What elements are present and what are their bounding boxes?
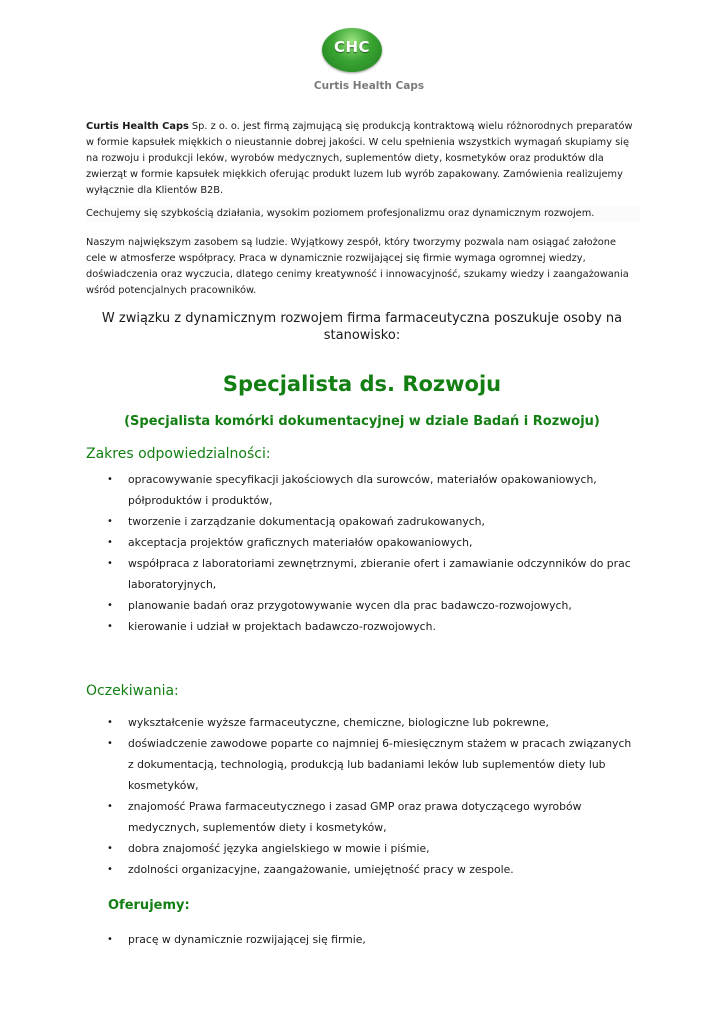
list-item-text: pracę w dynamicznie rozwijającej się firmie, xyxy=(128,933,366,946)
offer-heading: Oferujemy: xyxy=(108,898,190,913)
list-item xyxy=(86,712,638,733)
list-item xyxy=(86,553,638,595)
bullet-icon: • xyxy=(107,717,113,728)
list-item xyxy=(86,929,638,950)
logo-badge xyxy=(322,28,382,72)
bullet-icon: • xyxy=(107,738,113,749)
bullet-icon: • xyxy=(107,801,113,812)
list-item xyxy=(86,532,638,553)
job-subtitle: (Specjalista komórki dokumentacyjnej w dziale Badań i Rozwoju) xyxy=(124,414,600,429)
bullet-icon: • xyxy=(107,516,113,527)
bullet-icon: • xyxy=(107,474,113,485)
expectations-heading: Oczekiwania: xyxy=(86,683,179,699)
values-paragraph: Cechujemy się szybkością działania, wysokim poziomem profesjonalizmu oraz dynamicznym rozwojem. xyxy=(86,206,640,222)
list-item-text: kierowanie i udział w projektach badawczo-rozwojowych. xyxy=(128,620,436,633)
company-name: Curtis Health Caps xyxy=(86,121,189,132)
list-item-text: akceptacja projektów graficznych materiałów opakowaniowych, xyxy=(128,536,473,549)
logo-company-name: Curtis Health Caps xyxy=(313,80,425,92)
logo-mark: CHC xyxy=(333,38,371,56)
list-item-text: tworzenie i zarządzanie dokumentacją opakowań zadrukowanych, xyxy=(128,515,485,528)
responsibilities-list xyxy=(86,469,638,637)
list-item xyxy=(86,511,638,532)
lead-text: W związku z dynamicznym rozwojem firma farmaceutyczna poszukuje osoby na stanowisko: xyxy=(101,311,623,343)
expectations-list xyxy=(86,712,638,880)
list-item xyxy=(86,616,638,637)
bullet-icon: • xyxy=(107,843,113,854)
bullet-icon: • xyxy=(107,621,113,632)
bullet-icon: • xyxy=(107,864,113,875)
list-item-text: współpraca z laboratoriami zewnętrznymi, zbieranie ofert i zamawianie odczynników do prac laboratoryjnych, xyxy=(128,557,631,591)
list-item xyxy=(86,733,638,796)
list-item-text: planowanie badań oraz przygotowywanie wycen dla prac badawczo-rozwojowych, xyxy=(128,599,572,612)
bullet-icon: • xyxy=(107,558,113,569)
people-paragraph: Naszym największym zasobem są ludzie. Wyjątkowy zespół, który tworzymy pozwala nam osiągać założone cele w atmosferze współpracy. Praca w dynamicznie rozwijającej się firmie wymaga ogromnej wiedzy, doświadczenia oraz wyczucia, dlatego cenimy kreatywność i innowacyjność, szukamy wiedzy i zaangażowania wśród potencjalnych pracowników. xyxy=(86,237,629,296)
list-item xyxy=(86,469,638,511)
list-item-text: doświadczenie zawodowe poparte co najmniej 6-miesięcznym stażem w pracach związanych z dokumentacją, technologią, produkcją lub badaniami leków lub suplementów diety lub kosmetyków, xyxy=(128,737,632,792)
list-item xyxy=(86,838,638,859)
intro-paragraph xyxy=(86,119,638,199)
list-item-text: zdolności organizacyjne, zaangażowanie, umiejętność pracy w zespole. xyxy=(128,863,514,876)
job-title: Specjalista ds. Rozwoju xyxy=(222,372,502,396)
responsibilities-heading: Zakres odpowiedzialności: xyxy=(86,446,271,462)
bullet-icon: • xyxy=(107,537,113,548)
bullet-icon: • xyxy=(107,600,113,611)
company-logo xyxy=(292,28,432,96)
intro-text: Sp. z o. o. jest firmą zajmującą się produkcją kontraktową wielu różnorodnych preparatów w formie kapsułek miękkich o nieustannie dobrej jakości. W celu spełnienia wszystkich wymagań skupiamy się na rozwoju i produkcji leków, wyrobów medycznych, suplementów diety, kosmetyków oraz produktów dla zwierząt w formie kapsułek miękkich oferując produkt luzem lub wyrób zapakowany. Zamówienia realizujemy wyłącznie dla Klientów B2B. xyxy=(86,121,633,196)
list-item xyxy=(86,595,638,616)
list-item-text: znajomość Prawa farmaceutycznego i zasad GMP oraz prawa dotyczącego wyrobów medycznych, suplementów diety i kosmetyków, xyxy=(128,800,582,834)
bullet-icon: • xyxy=(107,934,113,945)
offer-list xyxy=(86,929,638,950)
list-item-text: dobra znajomość języka angielskiego w mowie i piśmie, xyxy=(128,842,430,855)
list-item-text: opracowywanie specyfikacji jakościowych dla surowców, materiałów opakowaniowych, półproduktów i produktów, xyxy=(128,473,597,507)
list-item-text: wykształcenie wyższe farmaceutyczne, chemiczne, biologiczne lub pokrewne, xyxy=(128,716,549,729)
list-item xyxy=(86,859,638,880)
list-item xyxy=(86,796,638,838)
